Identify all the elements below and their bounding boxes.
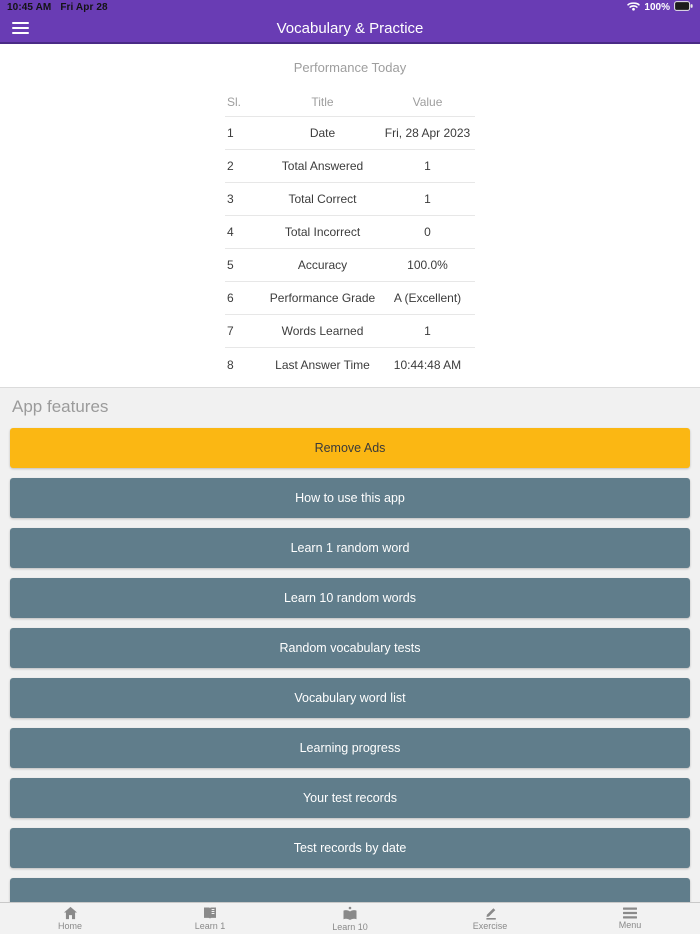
table-row — [225, 150, 475, 183]
open-book-icon — [202, 906, 218, 920]
feature-button-learn-1[interactable]: Learn 1 random word — [10, 528, 690, 568]
row-sl: 3 — [227, 192, 234, 206]
tab-menu[interactable] — [560, 903, 700, 934]
feature-button-records-by-date[interactable]: Test records by date — [10, 828, 690, 868]
row-title: Performance Grade — [269, 291, 376, 305]
page-title: Vocabulary & Practice — [276, 19, 424, 37]
row-title: Date — [309, 126, 336, 140]
row-sl: 4 — [227, 225, 234, 239]
remove-ads-button[interactable]: Remove Ads — [10, 428, 690, 468]
row-sl: 1 — [227, 126, 234, 140]
row-value: 1 — [424, 324, 431, 338]
feature-button-progress[interactable]: Learning progress — [10, 728, 690, 768]
table-row — [225, 348, 475, 381]
col-header-value: Value — [412, 94, 443, 109]
wifi-icon — [627, 1, 640, 14]
tab-label: Menu — [618, 920, 642, 930]
feature-button-how-to-use[interactable]: How to use this app — [10, 478, 690, 518]
performance-title: Performance Today — [293, 60, 407, 75]
book-bookmark-icon — [342, 906, 358, 921]
tab-label: Learn 1 — [194, 921, 226, 931]
feature-button-test-records[interactable]: Your test records — [10, 778, 690, 818]
row-title: Total Incorrect — [284, 225, 361, 239]
row-title: Total Answered — [281, 159, 364, 173]
row-sl: 5 — [227, 258, 234, 272]
table-header-row — [225, 87, 475, 117]
battery-icon — [674, 1, 693, 14]
row-value: Fri, 28 Apr 2023 — [384, 126, 471, 140]
table-row — [225, 315, 475, 348]
tab-label: Learn 10 — [332, 921, 368, 932]
bottom-tab-bar — [0, 902, 700, 934]
row-title: Last Answer Time — [275, 357, 370, 372]
feature-button-word-list[interactable]: Vocabulary word list — [10, 678, 690, 718]
tab-home[interactable] — [0, 903, 140, 934]
pencil-icon — [483, 906, 498, 920]
table-row — [225, 183, 475, 216]
menu-hamburger-icon[interactable] — [12, 22, 29, 34]
performance-table — [225, 87, 475, 381]
table-row — [225, 282, 475, 315]
row-value: 0 — [424, 225, 431, 239]
feature-button-learn-10[interactable]: Learn 10 random words — [10, 578, 690, 618]
battery-percent: 100% — [644, 1, 670, 13]
row-value: 1 — [424, 159, 431, 173]
row-sl: 8 — [227, 357, 234, 372]
row-value: A (Excellent) — [393, 291, 462, 305]
menu-icon — [623, 907, 637, 919]
table-row — [225, 216, 475, 249]
row-value: 100.0% — [407, 258, 448, 272]
row-title: Accuracy — [297, 258, 348, 272]
tab-exercise[interactable] — [420, 903, 560, 934]
tab-label: Home — [57, 921, 82, 931]
home-icon — [63, 906, 78, 920]
col-header-sl: Sl. — [227, 94, 242, 109]
row-value: 10:44:48 AM — [393, 357, 462, 372]
status-bar — [0, 0, 700, 14]
app-features-section — [0, 387, 700, 934]
row-value: 1 — [424, 192, 431, 206]
row-sl: 2 — [227, 159, 234, 173]
tab-learn-10[interactable] — [280, 903, 420, 934]
performance-section — [0, 44, 700, 387]
section-title: App features — [12, 397, 109, 416]
app-bar — [0, 14, 700, 44]
row-sl: 7 — [227, 324, 234, 338]
row-title: Words Learned — [281, 324, 364, 338]
tab-learn-1[interactable] — [140, 903, 280, 934]
status-date: Fri Apr 28 — [60, 1, 108, 13]
tab-label: Exercise — [472, 921, 508, 931]
col-header-title: Title — [311, 94, 334, 109]
table-row — [225, 117, 475, 150]
row-title: Total Correct — [288, 192, 357, 206]
status-time: 10:45 AM — [7, 1, 52, 13]
feature-button-random-tests[interactable]: Random vocabulary tests — [10, 628, 690, 668]
table-row — [225, 249, 475, 282]
row-sl: 6 — [227, 291, 234, 305]
